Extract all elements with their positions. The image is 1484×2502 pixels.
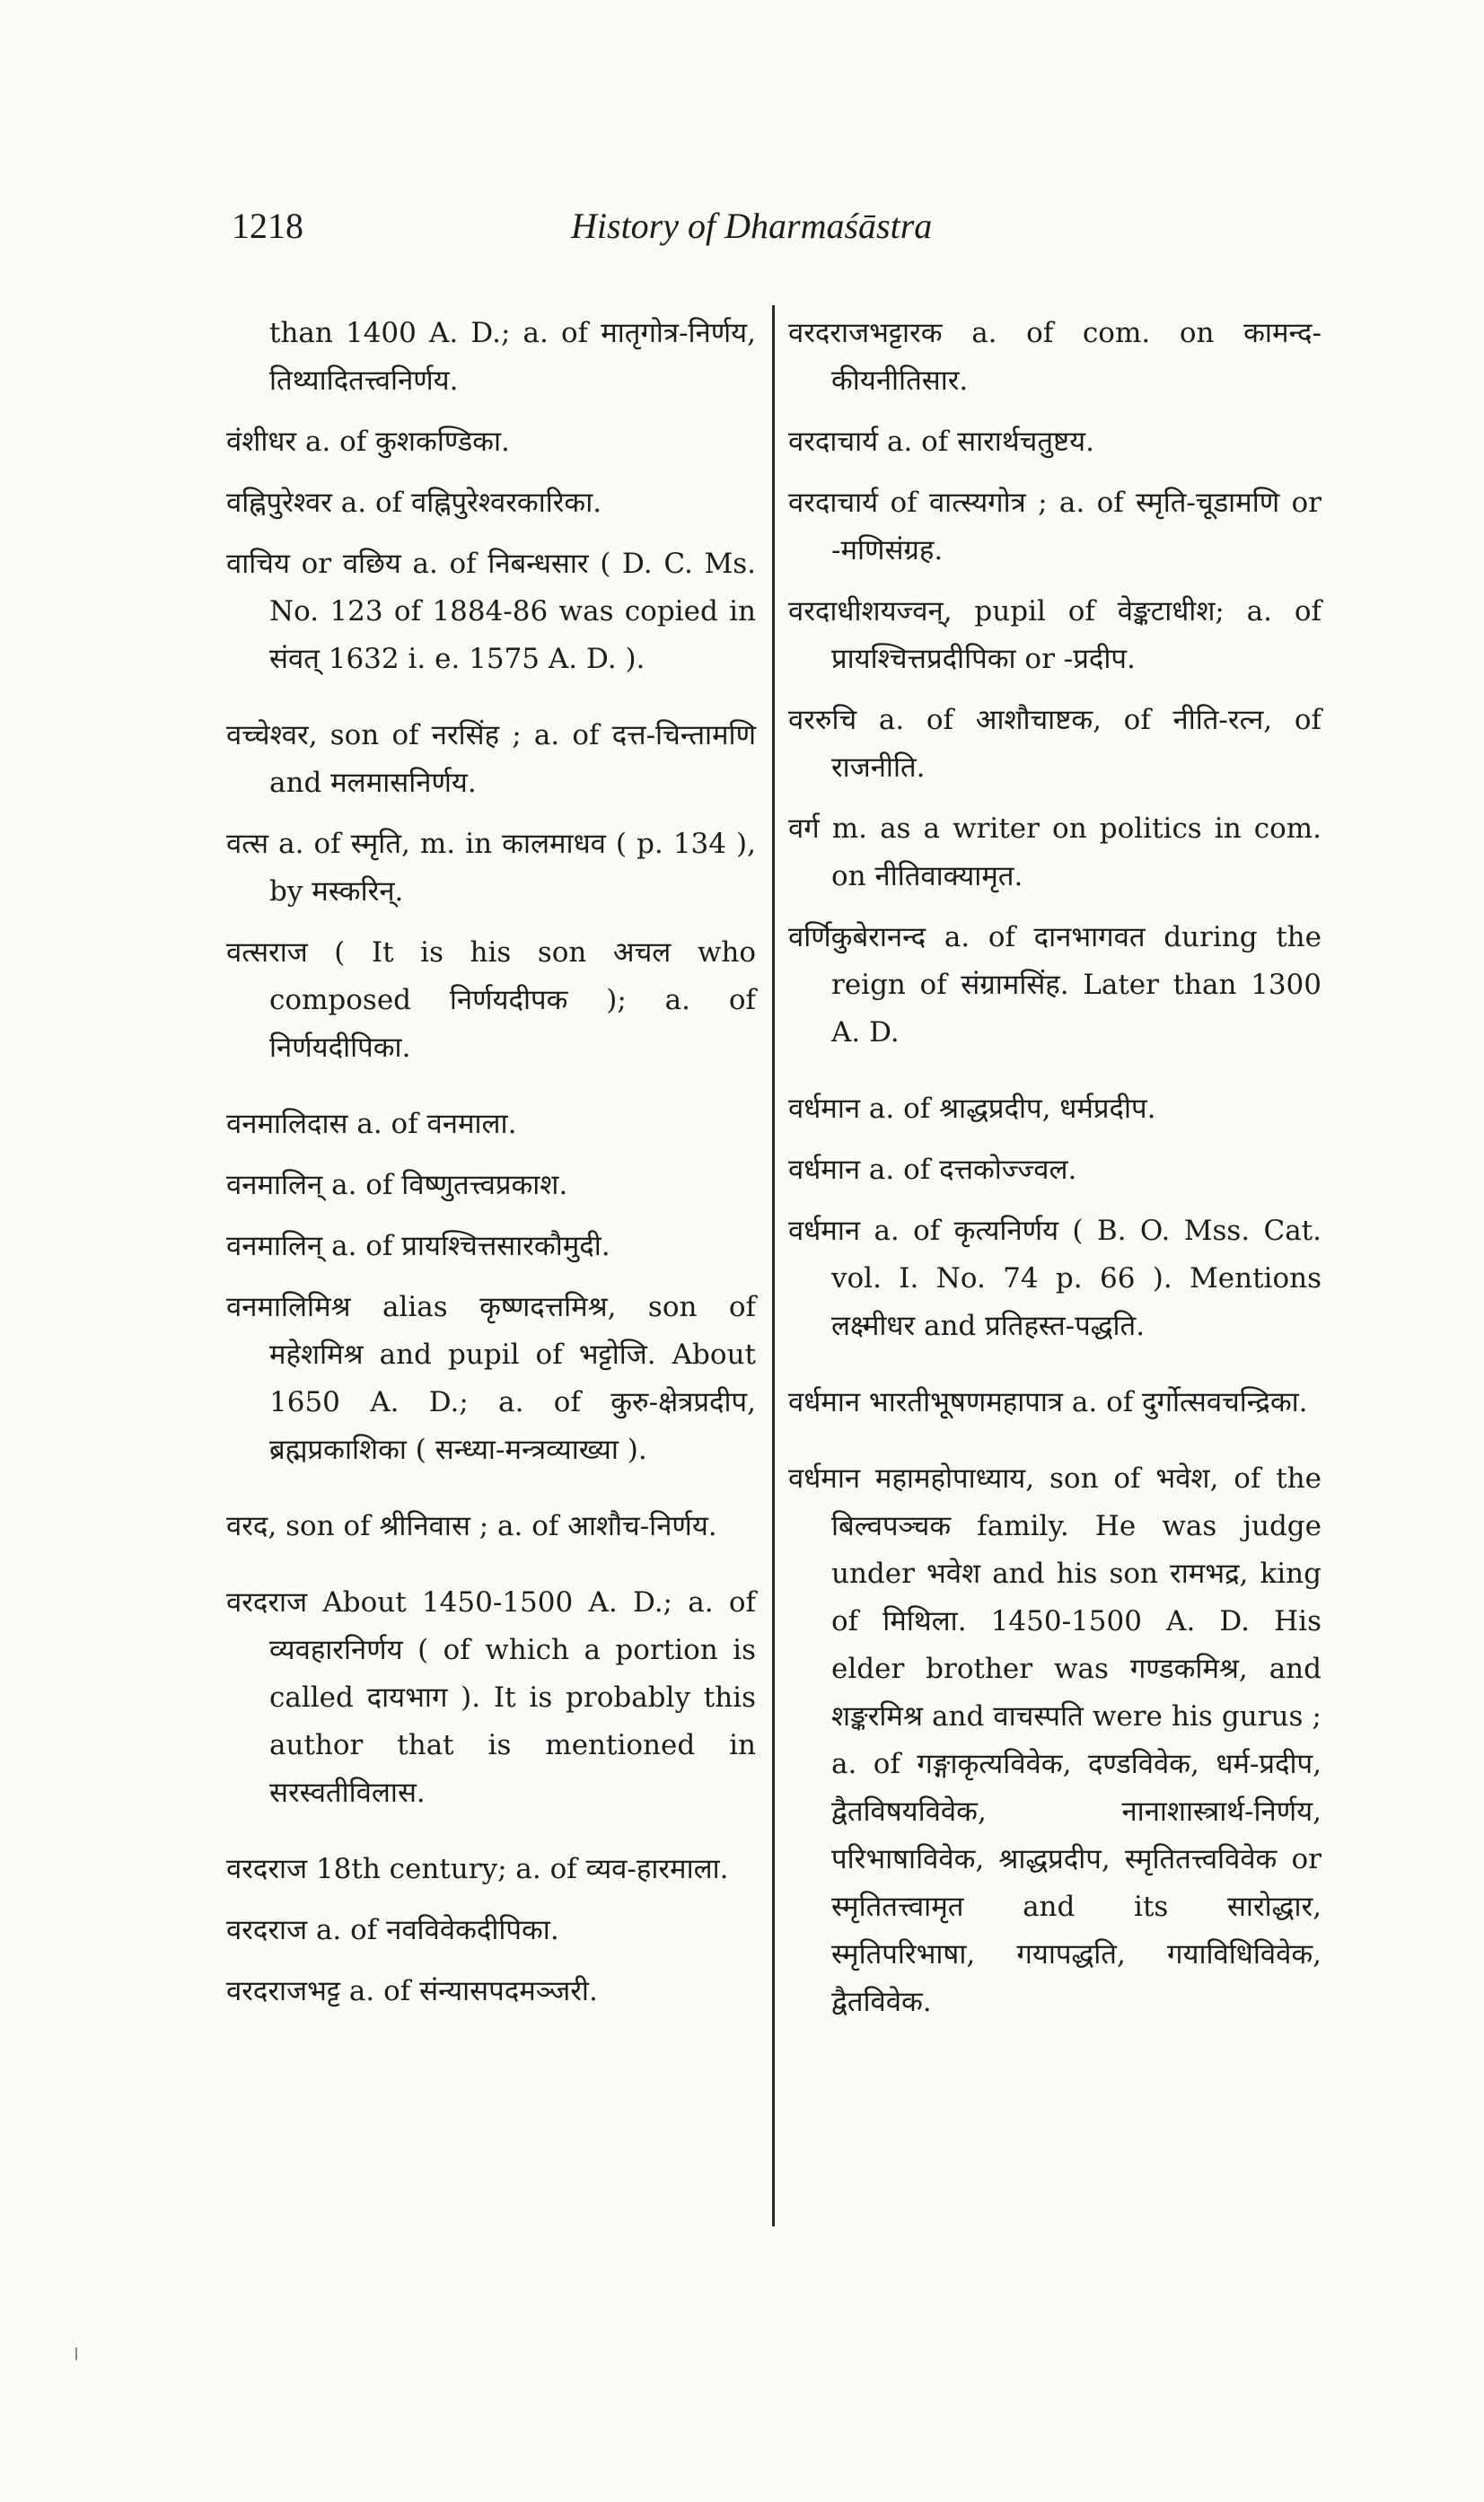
page-header bbox=[232, 205, 1255, 259]
index-entry: वत्स a. of स्मृति, m. in कालमाधव ( p. 134 ), by मस्करिन्. bbox=[226, 828, 756, 908]
index-entry: वर्धमान a. of कृत्यनिर्णय ( B. O. Mss. Cat. vol. I. No. 74 p. 66 ). Mentions लक्ष्मीधर and प्रतिहस्त-पद्धति. bbox=[788, 1215, 1322, 1342]
page-number: 1218 bbox=[232, 206, 303, 246]
index-entry: वर्धमान a. of श्राद्धप्रदीप, धर्मप्रदीप. bbox=[788, 1093, 1156, 1125]
index-entry: वाचिय or वछिय a. of निबन्धसार ( D. C. Ms. No. 123 of 1884-86 was copied in संवत् 1632 i. e. 1575 A. D. ). bbox=[226, 548, 756, 675]
index-entry: वनमालिन् a. of विष्णुतत्त्वप्रकाश. bbox=[226, 1169, 568, 1201]
index-entry: than 1400 A. D.; a. of मातृगोत्र-निर्णय, तिथ्यादितत्त्वनिर्णय. bbox=[269, 317, 756, 397]
index-entry: वरदराज 18th century; a. of व्यव-हारमाला. bbox=[226, 1853, 729, 1885]
index-entry: वरदाचार्य a. of सारार्थचतुष्टय. bbox=[788, 426, 1094, 458]
index-entry: वरदाधीशयज्वन्, pupil of वेङ्कटाधीश; a. of प्रायश्चित्तप्रदीपिका or -प्रदीप. bbox=[788, 595, 1322, 675]
margin-mark bbox=[75, 2348, 77, 2360]
right-column bbox=[788, 310, 1322, 2040]
index-entry: वरदराजभट्टारक a. of com. on कामन्द-कीयनीतिसार. bbox=[788, 317, 1322, 397]
index-entry: वंशीधर a. of कुशकण्डिका. bbox=[226, 426, 510, 458]
index-entry: वनमालिन् a. of प्रायश्चित्तसारकौमुदी. bbox=[226, 1230, 610, 1262]
index-entry: वरदराज a. of नवविवेकदीपिका. bbox=[226, 1914, 559, 1946]
index-entry: वर्धमान a. of दत्तकोज्ज्वल. bbox=[788, 1154, 1077, 1186]
running-title: History of Dharmaśāstra bbox=[571, 206, 933, 246]
index-entry: वत्सराज ( It is his son अचल who composed निर्णयदीपक ); a. of निर्णयदीपिका. bbox=[226, 936, 756, 1064]
index-entry: वरद, son of श्रीनिवास ; a. of आशौच-निर्णय. bbox=[226, 1510, 717, 1542]
index-entry: वनमालिमिश्र alias कृष्णदत्तमिश्र, son of महेशमिश्र and pupil of भट्टोजि. About 1650 A. D.; a. of कुरु-क्षेत्रप्रदीप, ब्रह्मप्रकाशिका ( सन्ध्या-मन्त्रव्याख्या ). bbox=[226, 1291, 756, 1466]
left-column bbox=[226, 310, 756, 2029]
index-entry: वर्णिकुबेरानन्द a. of दानभागवत during the reign of संग्रामसिंह. Later than 1300 A. D. bbox=[788, 921, 1322, 1049]
index-entry: वरदाचार्य of वात्स्यगोत्र ; a. of स्मृति-चूडामणि or -मणिसंग्रह. bbox=[788, 487, 1322, 566]
index-entry: वरदराज About 1450-1500 A. D.; a. of व्यवहारनिर्णय ( of which a portion is called दायभाग ). It is probably this author that is mentioned in सरस्वतीविलास. bbox=[226, 1586, 756, 1809]
index-entry: वह्निपुरेश्वर a. of वह्निपुरेश्वरकारिका. bbox=[226, 487, 602, 519]
column-divider bbox=[772, 305, 775, 2226]
index-entry: वर्धमान भारतीभूषणमहापात्र a. of दुर्गोत्सवचन्द्रिका. bbox=[788, 1386, 1308, 1418]
index-entry: वर्धमान महामहोपाध्याय, son of भवेश, of the बिल्वपञ्चक family. He was judge under भवेश and his son रामभद्र, king of मिथिला. 1450-1500 A. D. His elder brother was गण्डकमिश्र, and शङ्करमिश्र and वाचस्पति were his gurus ; a. of गङ्गाकृत्यविवेक, दण्डविवेक, धर्म-प्रदीप, द्वैतविषयविवेक, नानाशास्त्रार्थ-निर्णय, परिभाषाविवेक, श्राद्धप्रदीप, स्मृतितत्त्वविवेक or स्मृतितत्त्वामृत and its सारोद्धार, स्मृतिपरिभाषा, गयापद्धति, गयाविधिविवेक, द्वैतविवेक. bbox=[788, 1462, 1322, 2018]
index-entry: वनमालिदास a. of वनमाला. bbox=[226, 1108, 517, 1140]
index-entry: वररुचि a. of आशौचाष्टक, of नीति-रत्न, of राजनीति. bbox=[788, 704, 1322, 784]
index-entry: वर्ग m. as a writer on politics in com. on नीतिवाक्यामृत. bbox=[788, 812, 1322, 892]
index-entry: वच्चेश्वर, son of नरसिंह ; a. of दत्त-चिन्तामणि and मलमासनिर्णय. bbox=[226, 719, 756, 799]
index-entry: वरदराजभट्ट a. of संन्यासपदमञ्जरी. bbox=[226, 1975, 598, 2007]
